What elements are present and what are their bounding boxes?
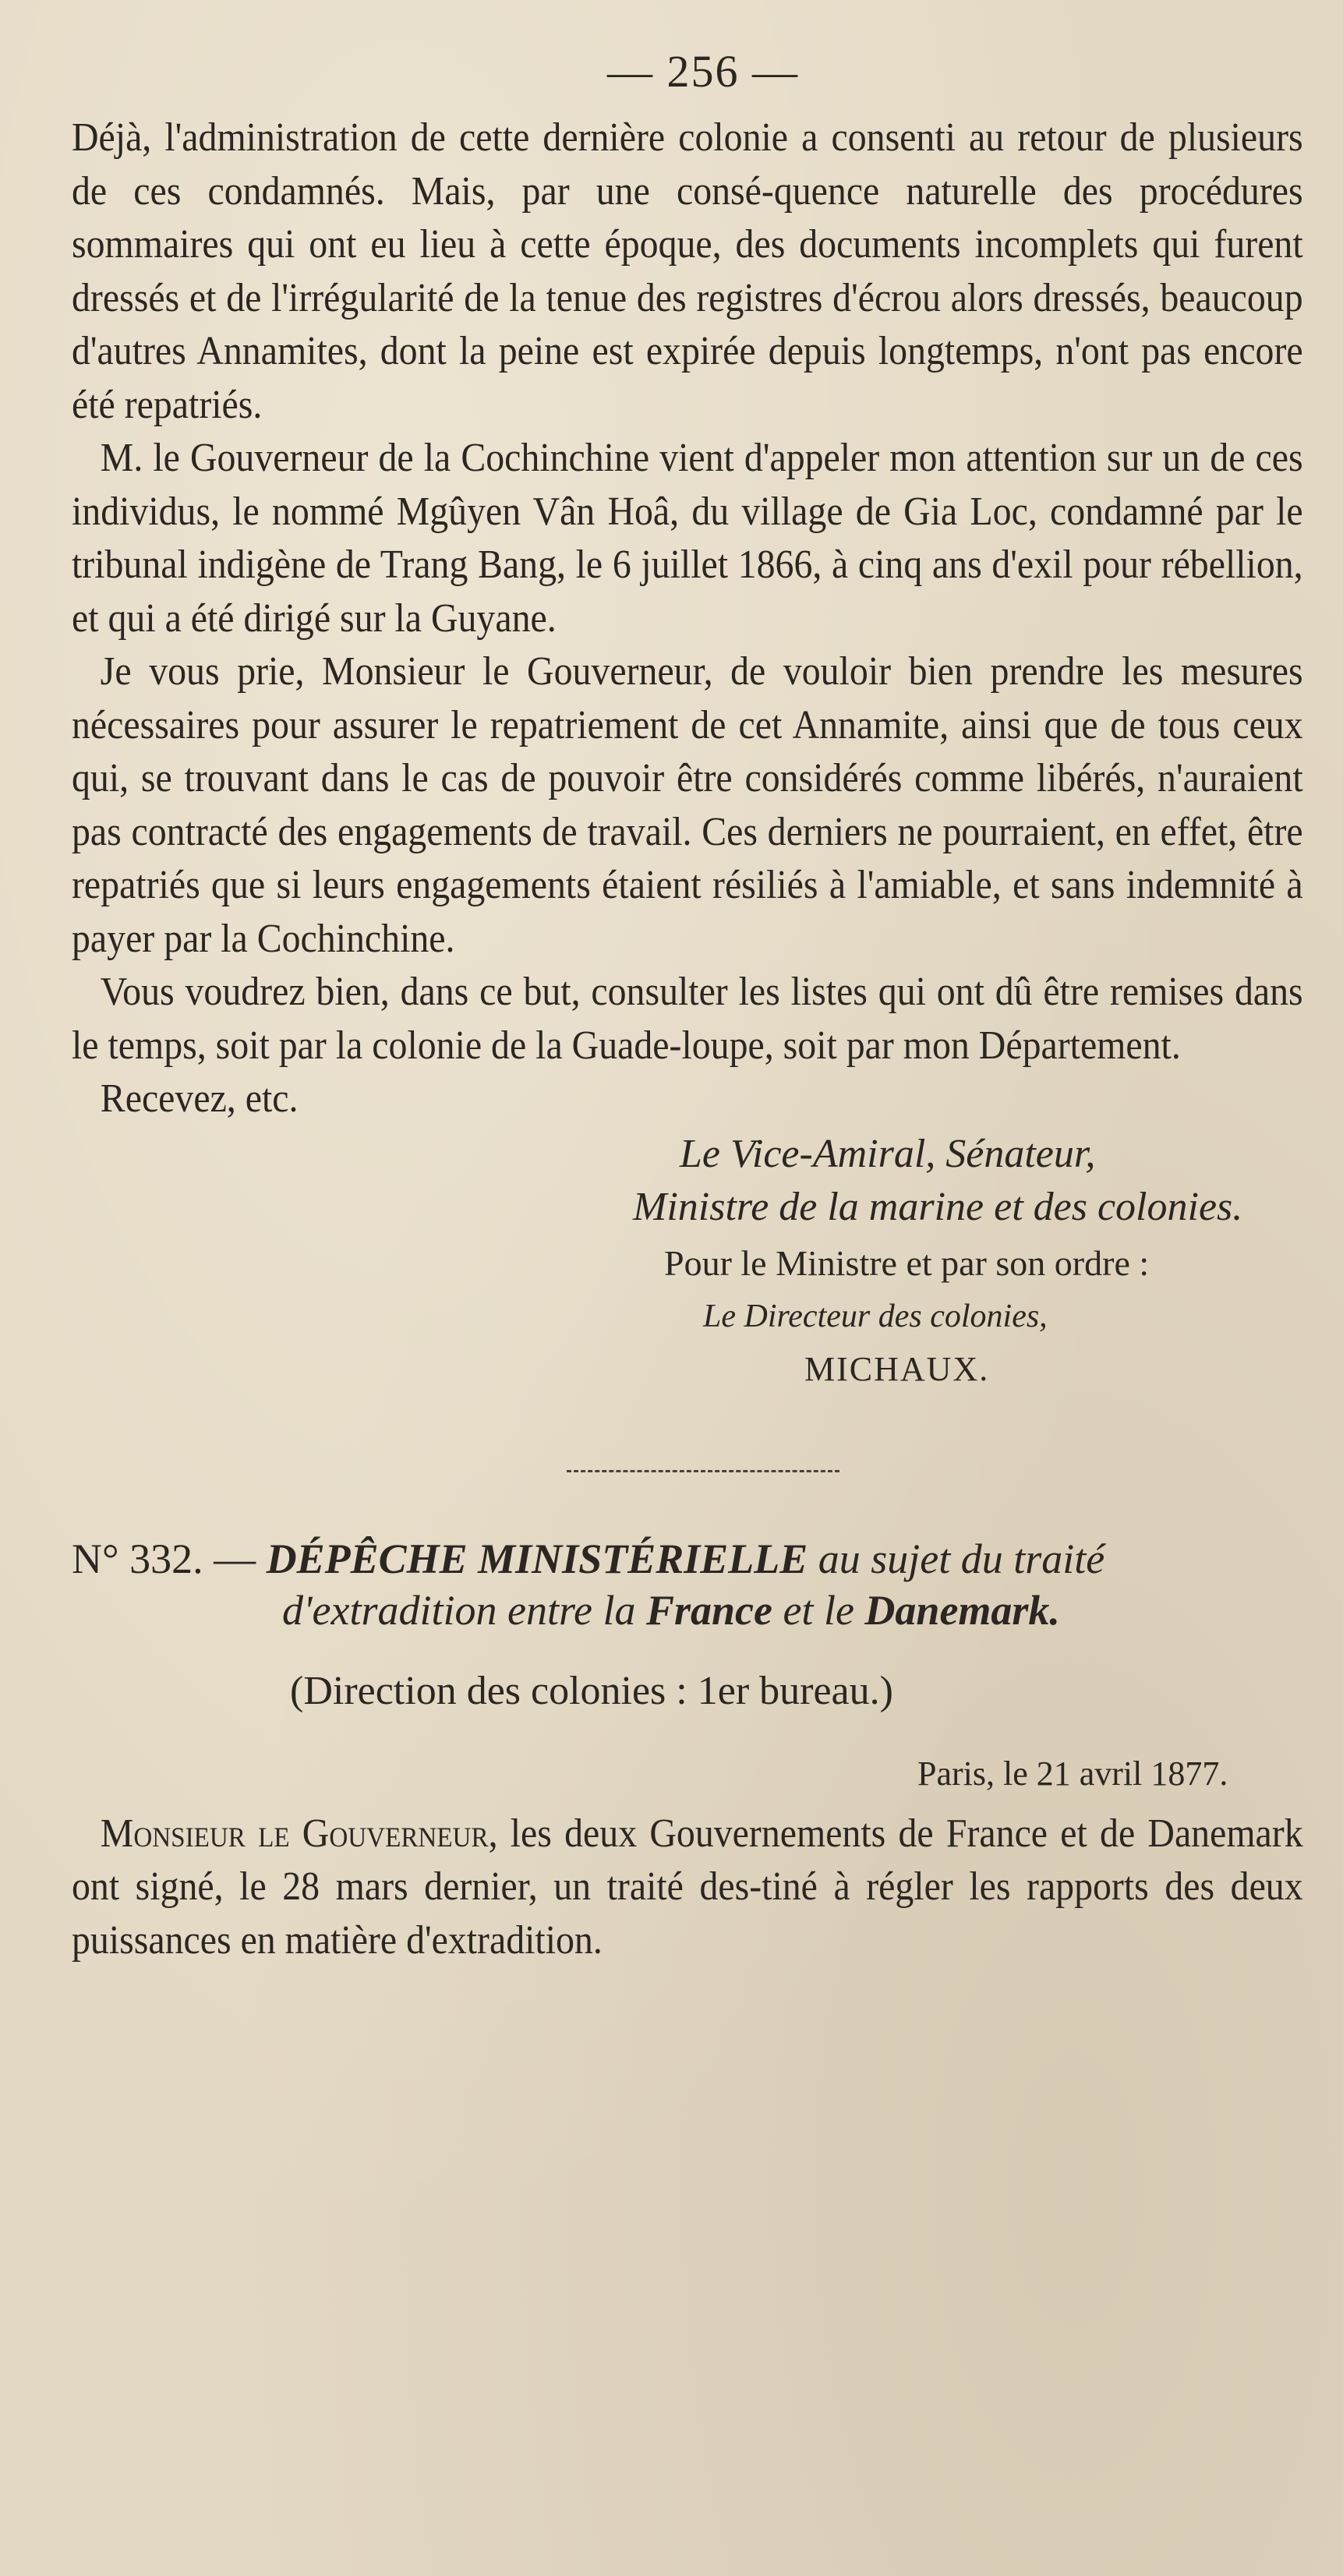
dispatch-opening-text: , les deux Gouvernements de France et de Danemark ont signé, le 28 mars dernier, un traité des-tiné à régler les rapports des deux puissances en matière d'extradition. [72,1811,1303,1963]
dispatch-subject-part-2: et le [772,1586,865,1634]
page-number: — 256 — [607,46,799,97]
dispatch-salutation: Monsieur le Gouverneur [100,1811,489,1856]
document-page [72,45,1303,1967]
signature-title: Le Vice-Amiral, Sénateur, [680,1131,1096,1176]
section-separator [567,1470,839,1472]
dispatch-title-bold: DÉPÊCHE MINISTÉRIELLE [266,1535,808,1582]
signature-name: MICHAUX. [804,1349,990,1388]
dispatch-number: N° 332. — [72,1535,267,1582]
dispatch-subject-part-1: d'extradition entre la [282,1586,646,1634]
signature-delegation: Pour le Ministre et par son ordre : [664,1242,1150,1283]
signature-director: Le Directeur des colonies, [703,1298,1048,1334]
paragraph-3: Je vous prie, Monsieur le Gouverneur, de vouloir bien prendre les mesures nécessaires pour assurer le repatriement de cet Annamite, ainsi que de tous ceux qui, se trouvant dans le cas de pouvoir être considérés comme libérés, n'auraient pas contracté des engagements de travail. Ces derniers ne pourraient, en effet, être repatriés que si leurs engagements étaient résiliés à l'amiable, et sans indemnité à payer par la Cochinchine. [72,649,1303,961]
closing-formula: Recevez, etc. [100,1076,299,1121]
paragraph-1: Déjà, l'administration de cette dernière colonie a consenti au retour de plusieurs de ces condamnés. Mais, par une consé-quence naturelle des procédures sommaires qui ont eu lieu à cette époque, des documents incomplets qui furent dressés et de l'irrégularité de la tenue des registres d'écrou alors dressés, beaucoup d'autres Annamites, dont la peine est expirée depuis longtemps, n'ont pas encore été repatriés. [72,115,1303,427]
dispatch-title-rest: au sujet du traité [808,1535,1105,1582]
dispatch-opening-paragraph [72,1807,1303,1968]
dispatch-heading [72,1533,1303,1585]
dispatch-subject [72,1585,1303,1636]
signature-block [72,1128,1303,1396]
dispatch-dateline: Paris, le 21 avril 1877. [917,1754,1228,1793]
dispatch-subject-country-2: Danemark. [864,1586,1060,1634]
signature-ministry: Ministre de la marine et des colonies. [633,1184,1243,1229]
paragraph-2: M. le Gouverneur de la Cochinchine vient d'appeler mon attention sur un de ces individus, le nommé Mgûyen Vân Hoâ, du village de Gia Loc, condamné par le tribunal indigène de Trang Bang, le 6 juillet 1866, à cinq ans d'exil pour rébellion, et qui a été dirigé sur la Guyane. [72,436,1303,641]
paragraph-4: Vous voudrez bien, dans ce but, consulter les listes qui ont dû être remises dans le temps, soit par la colonie de la Guade-loupe, soit par mon Département. [72,970,1303,1068]
dispatch-subject-country-1: France [645,1586,772,1634]
dispatch-direction: (Direction des colonies : 1er bureau.) [290,1668,893,1713]
